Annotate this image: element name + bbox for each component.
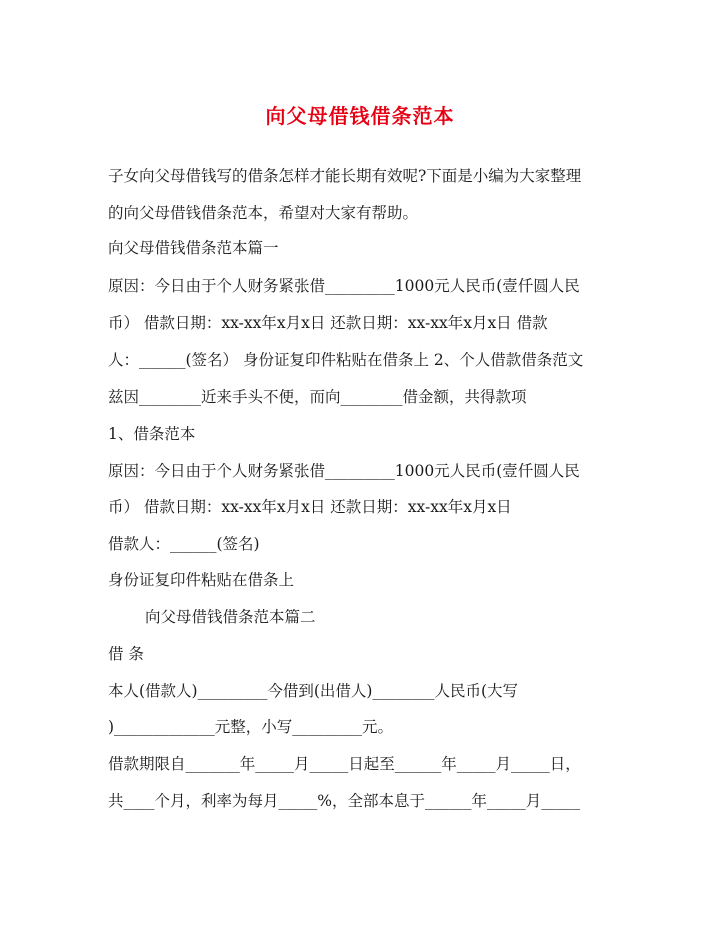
body-line: 兹因________近来手头不便，而向________借金额，共得款项	[108, 388, 527, 406]
section-heading-1: 向父母借钱借条范本篇一	[108, 239, 279, 257]
body-line: )_____________元整，小写_________元。	[108, 718, 394, 736]
iou-heading: 借 条	[108, 645, 144, 663]
body-line: 本人(借款人)_________今借到(出借人)________人民币(大写	[108, 682, 518, 700]
section-heading-3: 向父母借钱借条范本篇二	[145, 608, 316, 626]
intro-line-2: 的向父母借钱借条范本，希望对大家有帮助。	[108, 204, 419, 222]
body-line: 人：______(签名） 身份证复印件粘贴在借条上 2、个人借款借条范文	[108, 351, 584, 369]
document-title: 向父母借钱借条范本	[265, 104, 455, 128]
intro-line-1: 子女向父母借钱写的借条怎样才能长期有效呢?下面是小编为大家整理	[108, 167, 582, 185]
section-heading-2: 1、借条范本	[108, 425, 196, 443]
body-line: 借款期限自_______年_____月_____日起至______年_____月_____日，	[108, 755, 581, 773]
body-line: 币） 借款日期：xx-xx年x月x日 还款日期：xx-xx年x月x日 借款	[108, 314, 548, 332]
body-line: 原因：今日由于个人财务紧张借_________1000元人民币(壹仟圆人民	[108, 462, 580, 480]
body-line: 借款人：______(签名)	[108, 535, 260, 553]
body-line: 币） 借款日期：xx-xx年x月x日 还款日期：xx-xx年x月x日	[108, 498, 512, 516]
body-line: 共____个月，利率为每月_____%，全部本息于______年_____月_____	[108, 792, 580, 810]
body-line: 原因：今日由于个人财务紧张借_________1000元人民币(壹仟圆人民	[108, 277, 580, 295]
body-line: 身份证复印件粘贴在借条上	[108, 571, 295, 589]
